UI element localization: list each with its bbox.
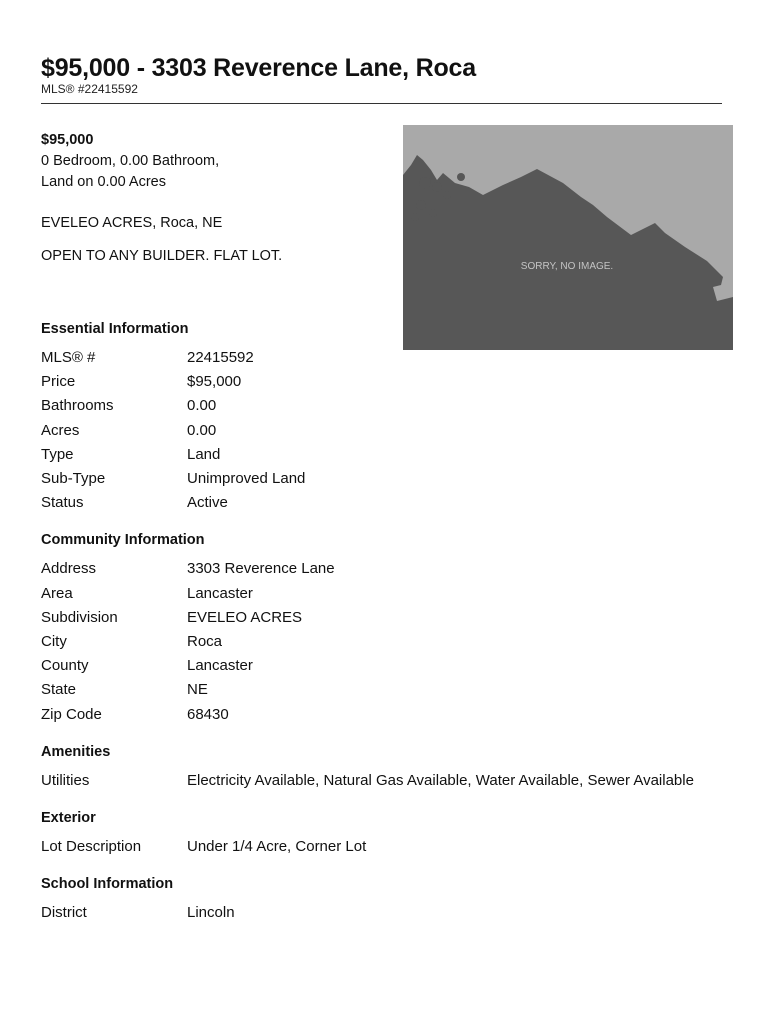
detail-row-type (41, 443, 731, 467)
detail-row-area (41, 582, 731, 606)
detail-label: Sub-Type (41, 470, 106, 488)
detail-value: Active (187, 494, 228, 512)
section-title-school: School Information (41, 876, 174, 893)
detail-value: Lincoln (187, 904, 235, 922)
detail-label: State (41, 681, 77, 699)
section-title-community: Community Information (41, 532, 205, 549)
detail-row-status (41, 491, 731, 515)
detail-label: City (41, 633, 67, 651)
detail-value: 3303 Reverence Lane (187, 560, 335, 578)
detail-row-mls (41, 346, 731, 370)
essential-information-section (41, 318, 731, 515)
detail-row-acres (41, 419, 731, 443)
detail-value: $95,000 (187, 373, 242, 391)
detail-value: Lancaster (187, 584, 253, 602)
title-divider (41, 103, 722, 104)
detail-label: Address (41, 560, 97, 578)
detail-label: Area (41, 584, 73, 602)
detail-label: Zip Code (41, 705, 102, 723)
summary-remarks: OPEN TO ANY BUILDER. FLAT LOT. (41, 248, 283, 264)
detail-label: County (41, 657, 89, 675)
detail-row-utilities (41, 769, 731, 793)
detail-value: 68430 (187, 705, 229, 723)
summary-land: Land on 0.00 Acres (41, 174, 166, 190)
detail-row-district (41, 901, 731, 925)
listing-summary (41, 130, 371, 267)
detail-label: District (41, 904, 87, 922)
summary-location: EVELEO ACRES, Roca, NE (41, 215, 223, 231)
detail-value: Roca (187, 633, 223, 651)
detail-value: EVELEO ACRES (187, 608, 303, 626)
summary-price: $95,000 (41, 132, 94, 148)
section-title-exterior: Exterior (41, 810, 96, 827)
detail-label: Lot Description (41, 838, 142, 856)
mls-number-line: MLS® #22415592 (41, 82, 138, 96)
exterior-section (41, 807, 731, 859)
detail-row-state (41, 678, 731, 702)
detail-value: 0.00 (187, 397, 217, 415)
detail-value: 22415592 (187, 349, 254, 366)
detail-label: Acres (41, 421, 80, 439)
detail-value: Electricity Available, Natural Gas Available, Water Available, Sewer Available (187, 772, 694, 790)
detail-value: NE (187, 681, 208, 699)
detail-label: Subdivision (41, 608, 118, 626)
no-image-text: SORRY, NO IMAGE. (520, 261, 614, 272)
school-information-section (41, 873, 731, 925)
detail-row-subdivision (41, 606, 731, 630)
detail-row-subtype (41, 467, 731, 491)
details-sections (41, 318, 731, 939)
section-title-essential: Essential Information (41, 321, 189, 337)
detail-value: Land (187, 445, 221, 463)
detail-row-lot-description (41, 835, 731, 859)
detail-label: Price (41, 373, 76, 391)
detail-value: Lancaster (187, 657, 253, 675)
detail-label: Status (41, 494, 84, 512)
community-information-section (41, 529, 731, 726)
detail-row-bathrooms (41, 394, 731, 418)
detail-label: Bathrooms (41, 397, 114, 415)
property-photo-placeholder (403, 125, 733, 350)
detail-row-zip (41, 703, 731, 727)
detail-value: Unimproved Land (187, 470, 306, 488)
detail-value: 0.00 (187, 421, 217, 439)
section-title-amenities: Amenities (41, 743, 111, 760)
amenities-section (41, 741, 731, 793)
detail-row-price (41, 370, 731, 394)
detail-value: Under 1/4 Acre, Corner Lot (187, 838, 367, 856)
page-title: $95,000 - 3303 Reverence Lane, Roca (41, 54, 476, 82)
detail-row-city (41, 630, 731, 654)
detail-row-county (41, 654, 731, 678)
summary-beds-baths: 0 Bedroom, 0.00 Bathroom, (41, 153, 220, 169)
detail-label: Utilities (41, 771, 90, 789)
detail-label: MLS® # (41, 349, 96, 366)
detail-row-address (41, 557, 731, 581)
detail-label: Type (41, 445, 74, 463)
